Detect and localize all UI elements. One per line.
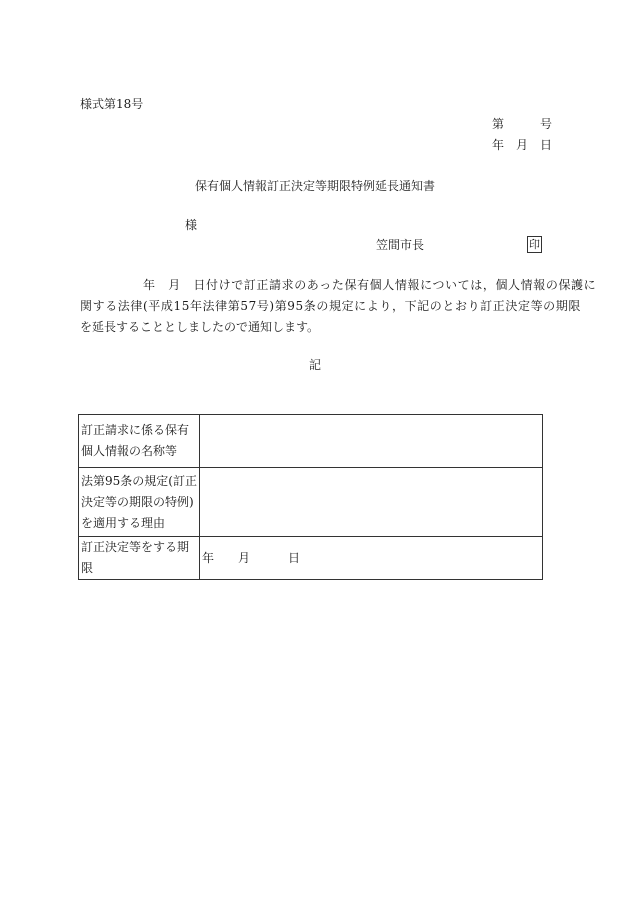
issue-date-year: 年 — [492, 138, 505, 152]
row-label-info-name: 訂正請求に係る保有個人情報の名称等 — [79, 415, 200, 468]
table-row — [79, 468, 543, 537]
deadline-day: 日 — [288, 550, 301, 565]
row-label-reason: 法第95条の規定(訂正決定等の期限の特例)を適用する理由 — [79, 468, 200, 537]
info-table — [78, 414, 543, 580]
document-title: 保有個人情報訂正決定等期限特例延長通知書 — [194, 179, 435, 193]
notice-body-line: 関する法律(平成15年法律第57号)第95条の規定により，下記のとおり訂正決定等の期限 — [80, 299, 581, 313]
table-row — [79, 537, 543, 580]
table-row — [79, 415, 543, 468]
row-value-deadline — [200, 537, 543, 580]
sender-name: 笠間市長 — [376, 238, 425, 252]
row-value-info-name — [200, 415, 543, 468]
row-label-deadline: 訂正決定等をする期限 — [79, 537, 200, 580]
row-value-reason — [200, 468, 543, 537]
addressee-honorific: 様 — [185, 218, 198, 232]
issue-date-month: 月 — [516, 138, 529, 152]
notice-body-line: 年 月 日付けで訂正請求のあった保有個人情報については，個人情報の保護に — [80, 278, 597, 292]
issue-date-day: 日 — [540, 138, 553, 152]
notice-body — [80, 275, 597, 338]
deadline-month: 月 — [238, 550, 251, 565]
form-number: 様式第18号 — [80, 97, 144, 111]
ki-heading: 記 — [308, 358, 321, 372]
notice-body-line: を延長することとしましたので通知します。 — [80, 320, 320, 334]
deadline-year: 年 — [202, 550, 215, 565]
document-number-suffix: 号 — [540, 117, 553, 131]
seal-mark: 印 — [529, 238, 540, 251]
document-number-prefix: 第 — [492, 117, 505, 131]
